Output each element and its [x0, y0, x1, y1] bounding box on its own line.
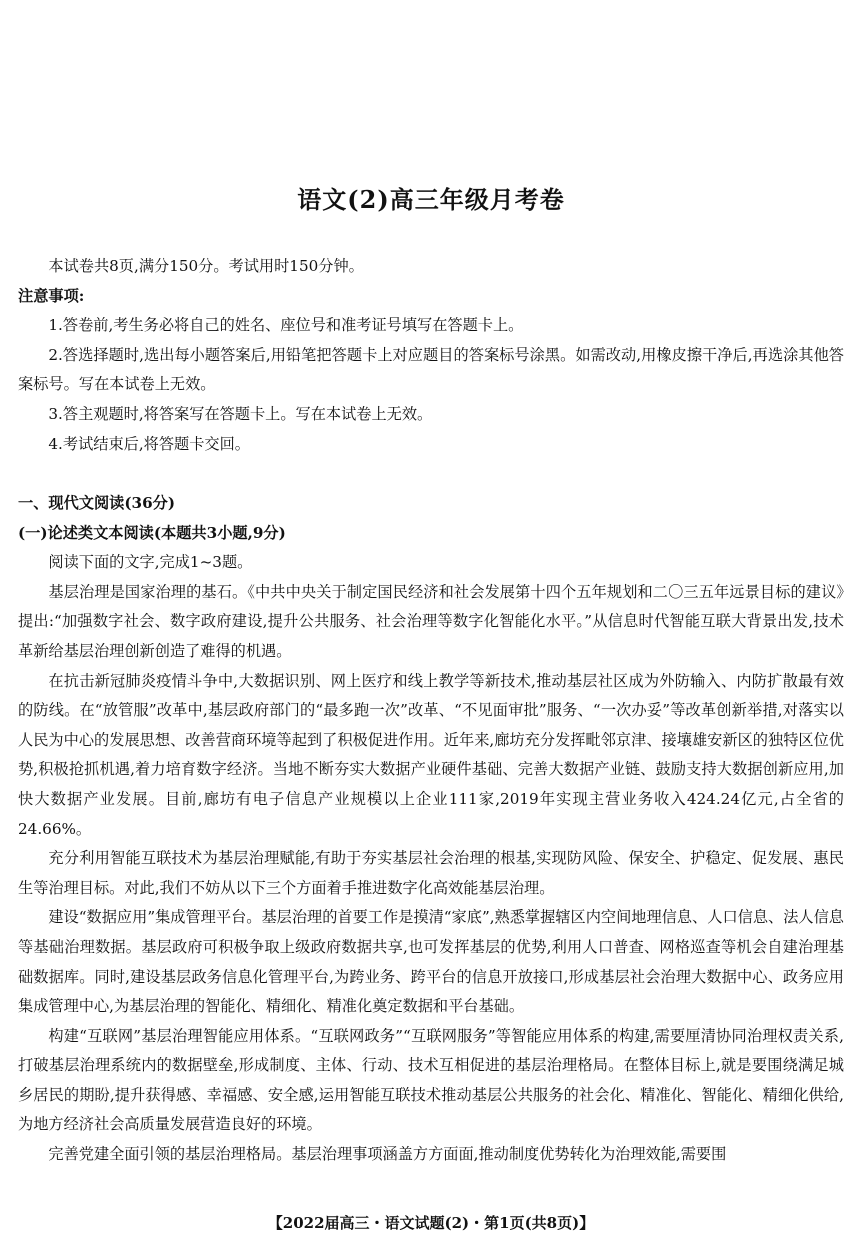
- passage-paragraph: 充分利用智能互联技术为基层治理赋能,有助于夯实基层社会治理的根基,实现防风险、保安全、护稳定、促发展、惠民生等治理目标。对此,我们不妨从以下三个方面着手推进数字化高效能基层治理。: [18, 849, 844, 897]
- section-heading: 一、现代文阅读(36分): [18, 494, 176, 512]
- intro-text: 本试卷共8页,满分150分。考试用时150分钟。: [48, 257, 364, 275]
- note-item: 2.答选择题时,选出每小题答案后,用铅笔把答题卡上对应题目的答案标号涂黑。如需改动,用橡皮擦干净后,再选涂其他答案标号。写在本试卷上无效。: [18, 345, 844, 394]
- subsection-heading: (一)论述类文本阅读(本题共3小题,9分): [18, 523, 286, 542]
- passage-paragraph: 基层治理是国家治理的基石。《中共中央关于制定国民经济和社会发展第十四个五年规划和二〇三五年远景目标的建议》提出:“加强数字社会、数字政府建设,提升公共服务、社会治理等数字化智能化水平。”从信息时代智能互联大背景出发,技术革新给基层治理创新创造了难得的机遇。: [18, 582, 844, 660]
- passage-paragraph: 在抗击新冠肺炎疫情斗争中,大数据识别、网上医疗和线上教学等新技术,推动基层社区成为外防输入、内防扩散最有效的防线。在“放管服”改革中,基层政府部门的“最多跑一次”改革、“不见面审批”服务、“一次办妥”等改革创新举措,对落实以人民为中心的发展思想、改善营商环境等起到了积极促进作用。近年来,廊坊充分发挥毗邻京津、接壤雄安新区的独特区位优势,积极抢抓机遇,着力培育数字经济。当地不断夯实大数据产业硬件基础、完善大数据产业链、鼓励支持大数据创新应用,加快大数据产业发展。目前,廊坊有电子信息产业规模以上企业111家,2019年实现主营业务收入424.24亿元,占全省的24.66%。: [18, 671, 844, 838]
- note-item: 1.答卷前,考生务必将自己的姓名、座位号和准考证号填写在答题卡上。: [48, 316, 524, 335]
- exam-info: [18, 252, 844, 459]
- note-item: 4.考试结束后,将答题卡交回。: [48, 434, 250, 453]
- exam-title: 语文(2)高三年级月考卷: [297, 185, 565, 214]
- passage-paragraph: 构建“互联网”基层治理智能应用体系。“互联网政务”“互联网服务”等智能应用体系的构建,需要厘清协同治理权责关系,打破基层治理系统内的数据壁垒,形成制度、主体、行动、技术互相促进的基层治理格局。在整体目标上,就是要围绕满足城乡居民的期盼,提升获得感、幸福感、安全感,运用智能互联技术推动基层公共服务的社会化、精准化、智能化、精细化供给,为地方经济社会高质量发展营造良好的环境。: [18, 1026, 844, 1134]
- reading-section: [18, 489, 844, 1170]
- notes-heading: 注意事项:: [18, 286, 85, 305]
- passage-paragraph: 完善党建全面引领的基层治理格局。基层治理事项涵盖方方面面,推动制度优势转化为治理效能,需要围: [48, 1145, 727, 1164]
- page-footer: 【2022届高三・语文试题(2)・第1页(共8页)】: [267, 1214, 595, 1232]
- note-item: 3.答主观题时,将答案写在答题卡上。写在本试卷上无效。: [48, 404, 433, 423]
- passage-paragraph: 建设“数据应用”集成管理平台。基层治理的首要工作是摸清“家底”,熟悉掌握辖区内空间地理信息、人口信息、法人信息等基础治理数据。基层政府可积极争取上级政府数据共享,也可发挥基层的优势,利用人口普查、网格巡查等机会自建治理基础数据库。同时,建设基层政务信息化管理平台,为跨业务、跨平台的信息开放接口,形成基层社会治理大数据中心、政务应用集成管理中心,为基层治理的智能化、精细化、精准化奠定数据和平台基础。: [18, 908, 844, 1016]
- instruction-text: 阅读下面的文字,完成1~3题。: [48, 553, 253, 572]
